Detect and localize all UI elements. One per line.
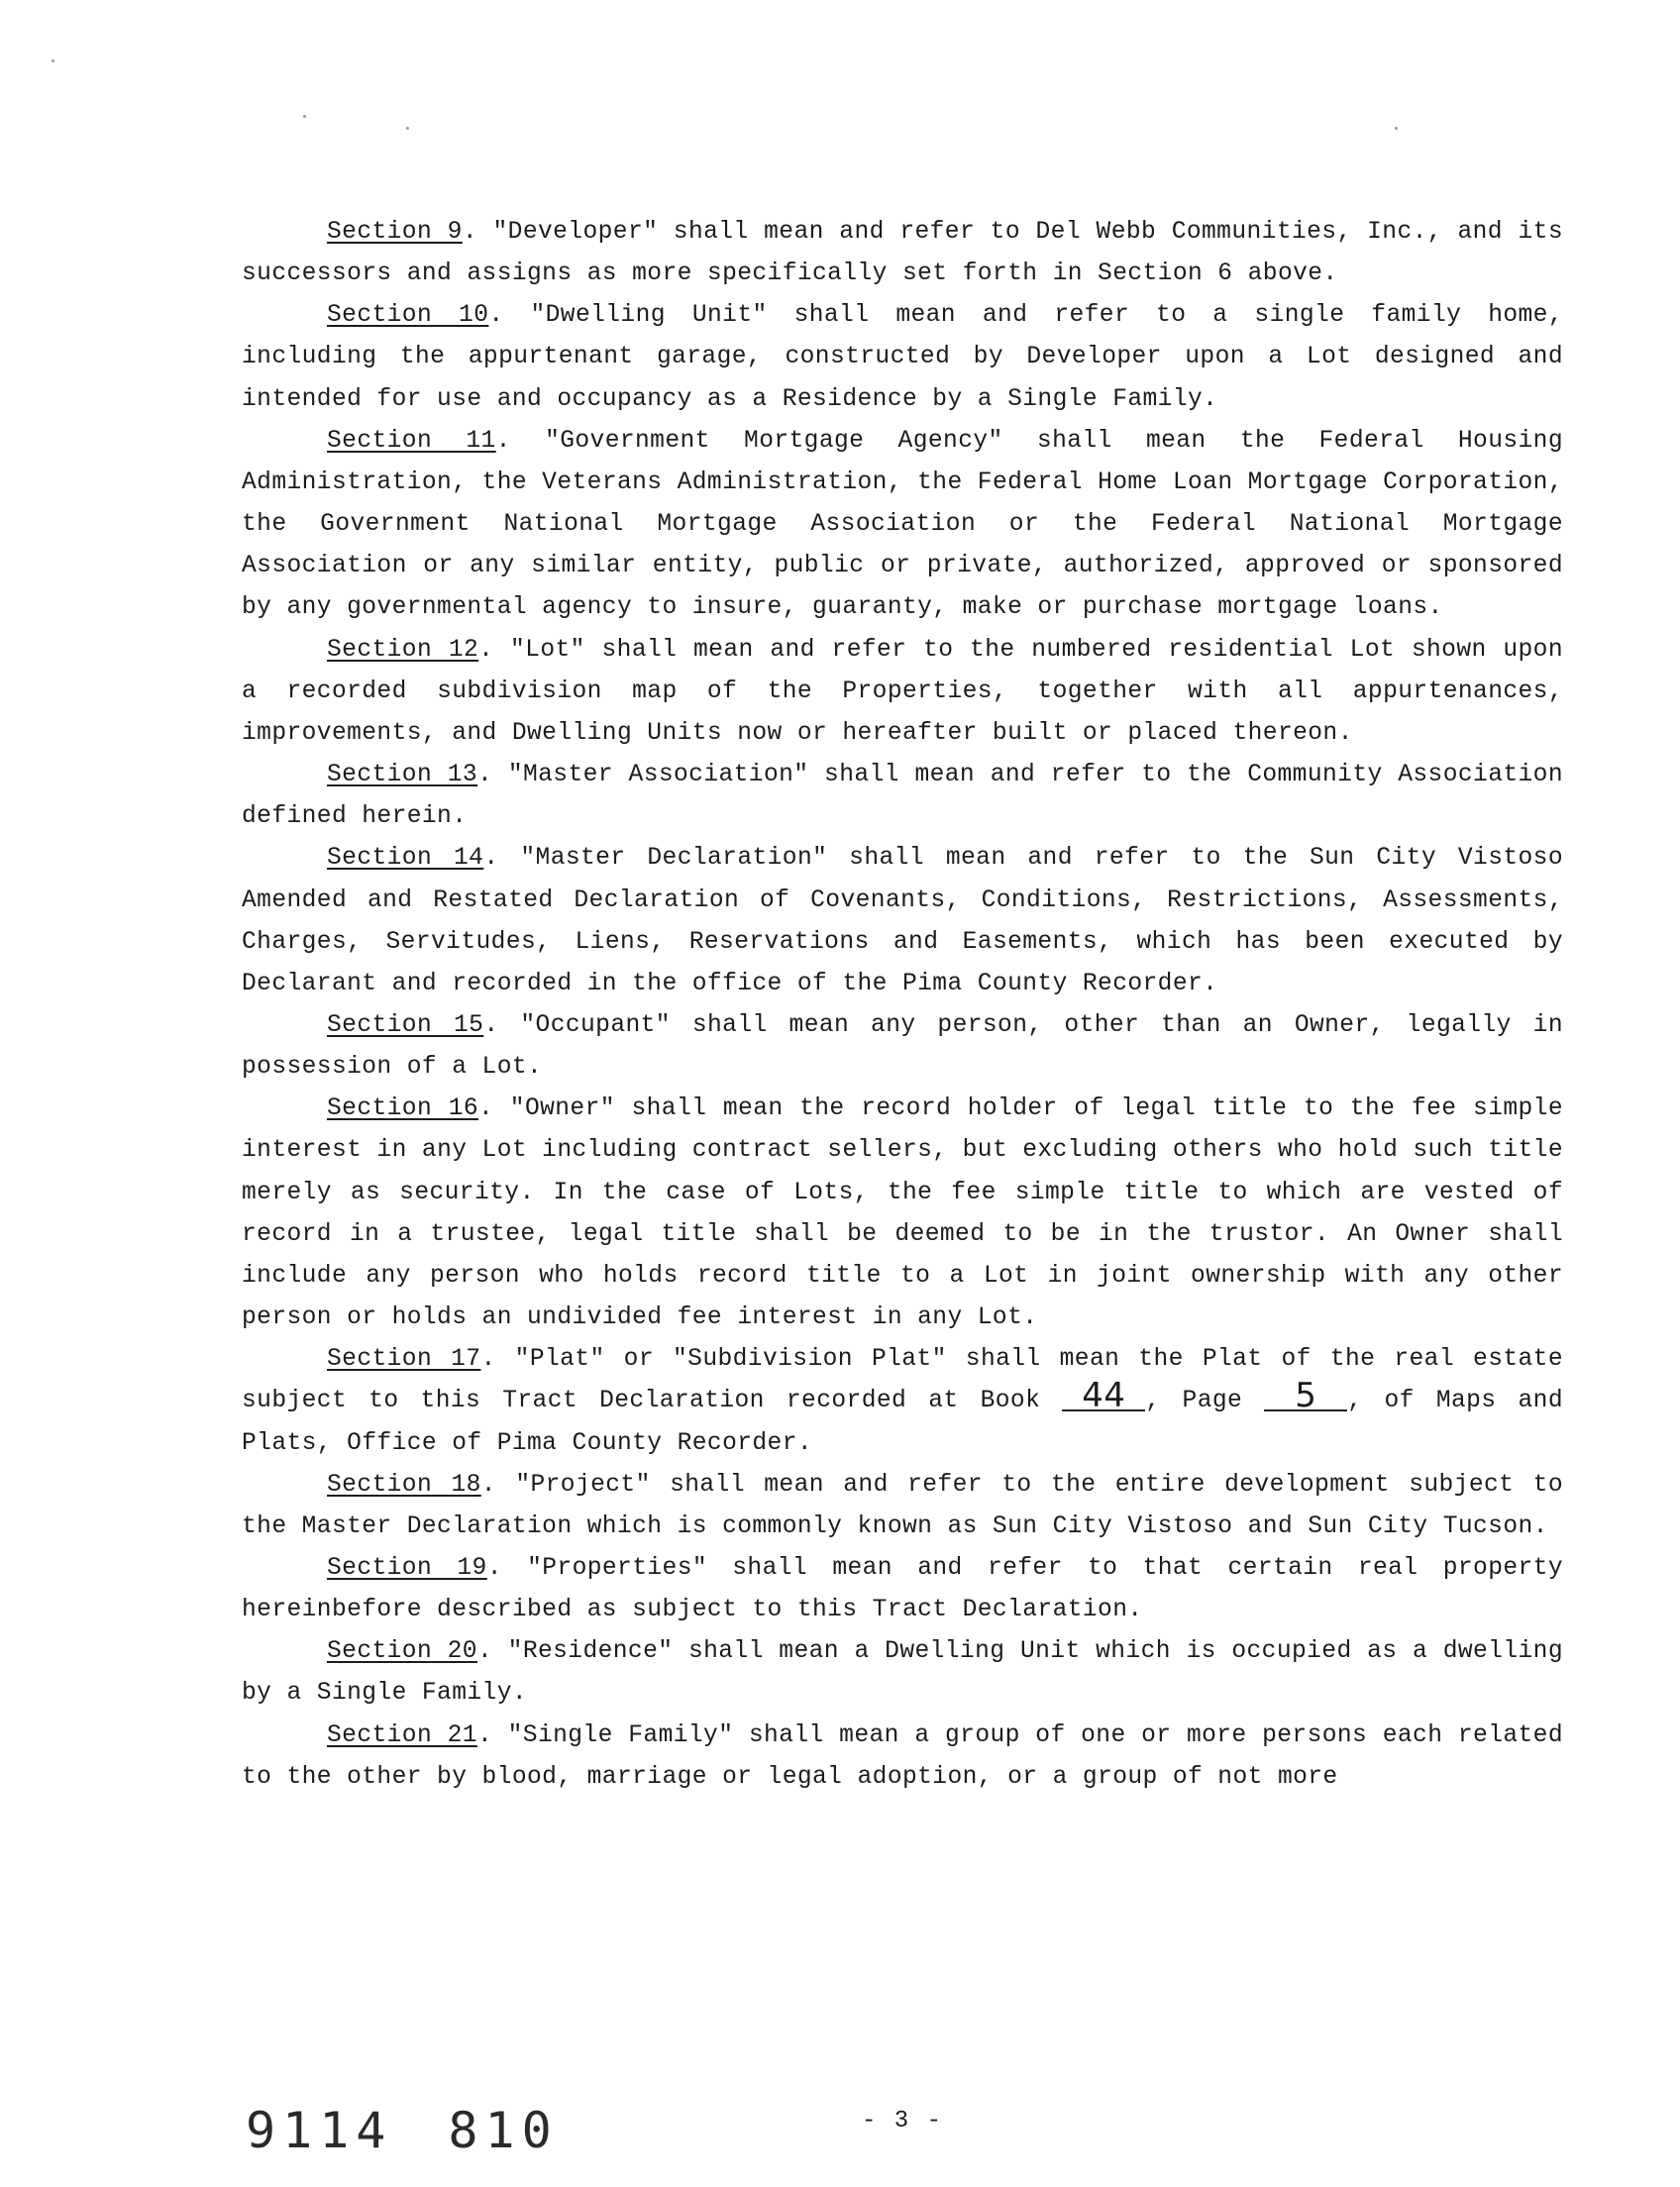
- section-label: Section 19: [327, 1555, 487, 1582]
- section-text: , of Maps and Plats, Office of Pima County Recorder.: [242, 1388, 1564, 1457]
- section-17: [242, 1339, 1563, 1464]
- section-text: . "Developer" shall mean and refer to Del Webb Communities, Inc., and its successors and assigns as more specifically set forth in Section 6 above.: [242, 219, 1563, 288]
- section-text: . "Master Association" shall mean and refer to the Community Association defined herein.: [242, 762, 1563, 831]
- section-text: . "Plat" or "Subdivision Plat" shall mean the Plat of the real estate subject to this Tract Declaration recorded at Book: [242, 1346, 1563, 1415]
- section-label: Section 12: [327, 636, 479, 664]
- section-text: . "Master Declaration" shall mean and refer to the Sun City Vistoso Amended and Restated Declaration of Covenants, Conditions, Restrictions, Assessments, Charges, Servitudes, Liens, Reservations and Easements, which has been executed by Declarant and recorded in the office of the Pima County Recorder.: [242, 845, 1563, 997]
- section-text: . "Project" shall mean and refer to the entire development subject to the Master Declaration which is commonly known as Sun City Vistoso and Sun City Tucson.: [242, 1471, 1563, 1540]
- scan-speck: [303, 115, 306, 118]
- section-label: Section 16: [327, 1095, 479, 1123]
- section-text: . "Lot" shall mean and refer to the numbered residential Lot shown upon a recorded subdivision map of the Properties, together with all appurtenances, improvements, and Dwelling Units now or hereafter built or placed thereon.: [242, 636, 1563, 747]
- section-label: Section 18: [327, 1471, 481, 1499]
- section-15: [242, 1005, 1563, 1089]
- section-21: [242, 1716, 1563, 1799]
- recording-docket: 9114: [246, 2102, 393, 2159]
- scan-speck: [52, 59, 54, 62]
- handwritten-page-number: 5: [1264, 1382, 1347, 1411]
- section-text: . "Government Mortgage Agency" shall mean the Federal Housing Administration, the Veterans Administration, the Federal Home Loan Mortgage Corporation, the Government National Mortgage Association or the Federal National Mortgage Association or any similar entity, public or private, authorized, approved or sponsored by any governmental agency to insure, guaranty, make or purchase mortgage loans.: [242, 427, 1563, 622]
- section-9: [242, 212, 1563, 295]
- section-label: Section 9: [327, 219, 463, 246]
- section-text: . "Occupant" shall mean any person, other than an Owner, legally in possession of a Lot.: [242, 1011, 1563, 1082]
- recording-stamp: [246, 2102, 559, 2159]
- document-body: [242, 212, 1563, 1799]
- section-text: . "Single Family" shall mean a group of one or more persons each related to the other by blood, marriage or legal adoption, or a group of not more: [242, 1721, 1563, 1791]
- section-label: Section 14: [327, 845, 484, 873]
- section-text: . "Owner" shall mean the record holder of legal title to the fee simple interest in any Lot including contract sellers, but excluding others who hold such title merely as security. In the case of Lots, the fee simple title to which are vested of record in a trustee, legal title shall be deemed to be in the trustor. An Owner shall include any person who holds record title to a Lot in joint ownership with any other person or holds an undivided fee interest in any Lot.: [242, 1095, 1563, 1332]
- section-20: [242, 1631, 1563, 1715]
- section-13: [242, 755, 1563, 838]
- section-14: [242, 838, 1563, 1005]
- section-10: [242, 295, 1563, 420]
- section-label: Section 10: [327, 302, 489, 330]
- section-19: [242, 1548, 1563, 1631]
- section-label: Section 13: [327, 762, 478, 789]
- section-text: . "Residence" shall mean a Dwelling Unit which is occupied as a dwelling by a Single Family.: [242, 1638, 1563, 1708]
- section-label: Section 20: [327, 1638, 477, 1666]
- section-label: Section 21: [327, 1721, 477, 1749]
- page-number: - 3 -: [862, 2108, 944, 2135]
- section-12: [242, 630, 1563, 755]
- scan-speck: [1395, 127, 1398, 130]
- section-text: , Page: [1145, 1388, 1265, 1415]
- handwritten-book-number: 44: [1062, 1382, 1145, 1411]
- recording-page: 810: [448, 2102, 559, 2159]
- scan-speck: [406, 127, 409, 130]
- section-label: Section 11: [327, 427, 496, 455]
- section-text: . "Dwelling Unit" shall mean and refer to a single family home, including the appurtenant garage, constructed by Developer upon a Lot designed and intended for use and occupancy as a Residence by a Single Family.: [242, 302, 1563, 413]
- section-11: [242, 421, 1563, 630]
- section-16: [242, 1089, 1563, 1339]
- section-text: . "Properties" shall mean and refer to that certain real property hereinbefore described as subject to this Tract Declaration.: [242, 1555, 1563, 1624]
- section-label: Section 15: [327, 1011, 484, 1039]
- section-18: [242, 1465, 1563, 1548]
- section-label: Section 17: [327, 1346, 481, 1374]
